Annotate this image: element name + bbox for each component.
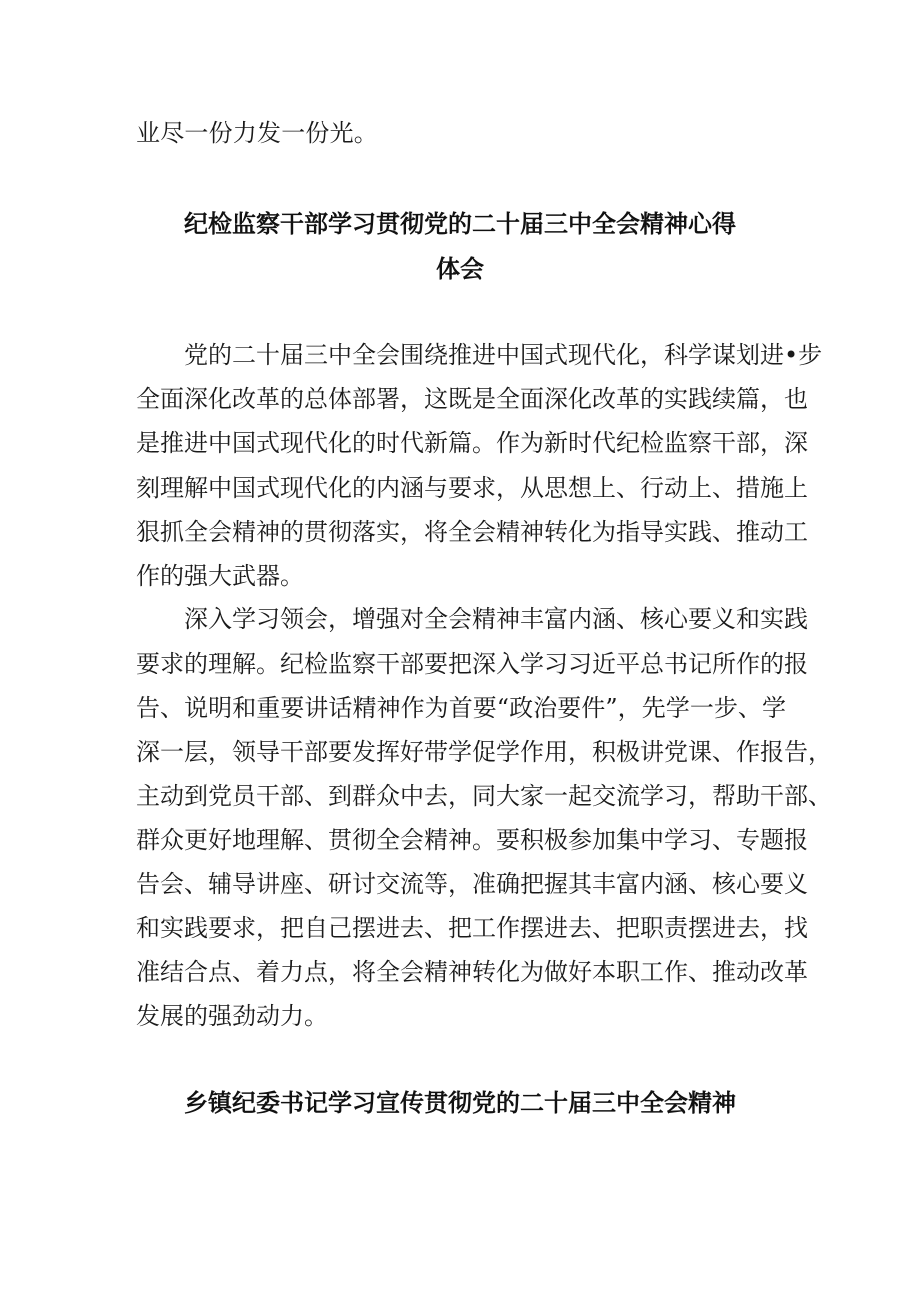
section1-para2-line: 群众更好地理解、贯彻全会精神。要积极参加集中学习、专题报 — [136, 826, 808, 854]
section1-title-line2: 体会 — [436, 255, 484, 283]
section1-title-line1: 纪检监察干部学习贯彻党的二十届三中全会精神心得 — [184, 210, 736, 238]
section1-para1-line: 狠抓全会精神的贯彻落实，将全会精神转化为指导实践、推动工 — [136, 518, 808, 546]
section1-para2-line: 发展的强劲动力。 — [136, 1002, 328, 1030]
section1-para1-line: 全面深化改革的总体部署，这既是全面深化改革的实践续篇，也 — [136, 385, 808, 413]
top-fragment: 业尽一份力发一份光。 — [136, 119, 378, 147]
section1-para2-line: 深入学习领会，增强对全会精神丰富内涵、核心要义和实践 — [184, 605, 808, 633]
section1-para1-line: 是推进中国式现代化的时代新篇。作为新时代纪检监察干部，深 — [136, 429, 808, 457]
section1-para1-line: 刻理解中国式现代化的内涵与要求，从思想上、行动上、措施上 — [136, 474, 808, 502]
section1-para2-line: 和实践要求，把自己摆进去、把工作摆进去、把职责摆进去，找 — [136, 914, 808, 942]
section1-para2-line: 告、说明和重要讲话精神作为首要“政治要件”，先学一步、学 — [136, 694, 786, 722]
section1-para2-line: 深一层，领导干部要发挥好带学促学作用，积极讲党课、作报告， — [136, 738, 832, 766]
section1-para1-line: 党的二十届三中全会围绕推进中国式现代化，科学谋划进•步 — [184, 341, 823, 369]
section1-para2-line: 告会、辅导讲座、研讨交流等，准确把握其丰富内涵、核心要义 — [136, 870, 808, 898]
section1-para2-line: 准结合点、着力点，将全会精神转化为做好本职工作、推动改革 — [136, 958, 808, 986]
section1-para2-line: 要求的理解。纪检监察干部要把深入学习习近平总书记所作的报 — [136, 650, 808, 678]
section2-title: 乡镇纪委书记学习宣传贯彻党的二十届三中全会精神 — [184, 1089, 736, 1117]
section1-para1-line: 作的强大武器。 — [136, 562, 304, 590]
section1-para2-line: 主动到党员干部、到群众中去，同大家一起交流学习，帮助干部、 — [136, 782, 832, 810]
